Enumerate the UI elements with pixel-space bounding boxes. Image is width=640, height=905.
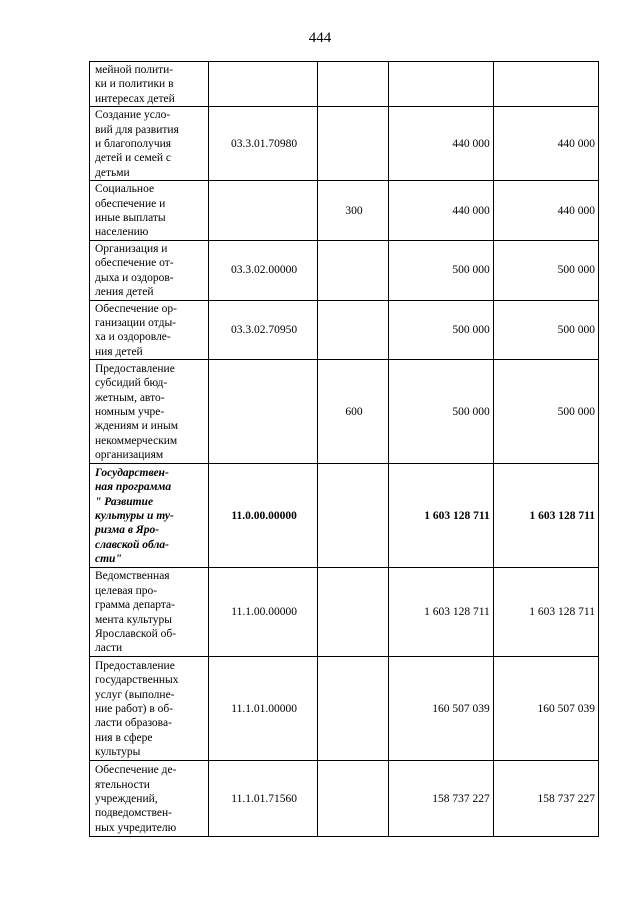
row-code-cell: 03.3.02.00000 [208,240,318,300]
row-code-cell: 11.1.00.00000 [208,568,318,657]
row-expense-type-cell [318,300,388,360]
row-amount-1-cell: 440 000 [388,107,493,181]
row-expense-type-cell [318,568,388,657]
row-amount-2-cell: 500 000 [493,360,598,464]
row-name-cell: Социальное обеспечение и иные выплаты населению [90,181,209,241]
row-name-cell: Создание усло- вий для развития и благополучия детей и семей с детьми [90,107,209,181]
row-code-cell [208,181,318,241]
table-row [90,240,599,300]
row-code-cell: 11.1.01.00000 [208,657,318,761]
table-row [90,107,599,181]
row-amount-1-cell [388,62,493,107]
row-amount-1-cell: 1 603 128 711 [388,568,493,657]
row-expense-type-cell [318,107,388,181]
table-row [90,761,599,837]
table-row [90,181,599,241]
row-amount-1-cell: 1 603 128 711 [388,464,493,568]
row-amount-2-cell: 440 000 [493,107,598,181]
row-code-cell: 11.1.01.71560 [208,761,318,837]
table-row [90,360,599,464]
row-amount-2-cell: 158 737 227 [493,761,598,837]
row-amount-1-cell: 500 000 [388,300,493,360]
row-name-cell: Обеспечение ор- ганизации отды- ха и оздоровле- ния детей [90,300,209,360]
table-row [90,464,599,568]
table-row [90,300,599,360]
table-row [90,62,599,107]
row-code-cell [208,360,318,464]
row-amount-2-cell: 1 603 128 711 [493,568,598,657]
row-name-cell: Предоставление государственных услуг (выполне- ние работ) в об- ласти образова- ния в сфере культуры [90,657,209,761]
row-code-cell: 03.3.02.70950 [208,300,318,360]
budget-table [89,61,599,837]
row-expense-type-cell: 300 [318,181,388,241]
page-number: 444 [308,30,332,46]
row-amount-2-cell: 160 507 039 [493,657,598,761]
row-name-cell: Организация и обеспечение от- дыха и оздоров- ления детей [90,240,209,300]
row-amount-1-cell: 440 000 [388,181,493,241]
budget-table-body [90,62,599,837]
row-amount-2-cell [493,62,598,107]
row-amount-2-cell: 1 603 128 711 [493,464,598,568]
row-expense-type-cell: 600 [318,360,388,464]
table-row [90,568,599,657]
row-code-cell: 03.3.01.70980 [208,107,318,181]
row-expense-type-cell [318,464,388,568]
row-expense-type-cell [318,240,388,300]
row-amount-1-cell: 158 737 227 [388,761,493,837]
row-code-cell: 11.0.00.00000 [208,464,318,568]
row-name-cell: Ведомственная целевая про- грамма департа- мента культуры Ярославской об- ласти [90,568,209,657]
row-name-cell: Обеспечение де- ятельности учреждений, подведомствен- ных учредителю [90,761,209,837]
row-expense-type-cell [318,62,388,107]
row-amount-1-cell: 500 000 [388,360,493,464]
row-expense-type-cell [318,657,388,761]
row-amount-2-cell: 440 000 [493,181,598,241]
row-amount-1-cell: 160 507 039 [388,657,493,761]
row-amount-2-cell: 500 000 [493,240,598,300]
row-expense-type-cell [318,761,388,837]
row-name-cell: мейной полити- ки и политики в интересах детей [90,62,209,107]
row-name-cell: Предоставление субсидий бюд- жетным, авто- номным учре- ждениям и иным некоммерческим организациям [90,360,209,464]
row-amount-2-cell: 500 000 [493,300,598,360]
row-name-cell: Государствен- ная программа " Развитие культуры и ту- ризма в Яро- славской обла- сти" [90,464,209,568]
row-code-cell [208,62,318,107]
row-amount-1-cell: 500 000 [388,240,493,300]
table-row [90,657,599,761]
